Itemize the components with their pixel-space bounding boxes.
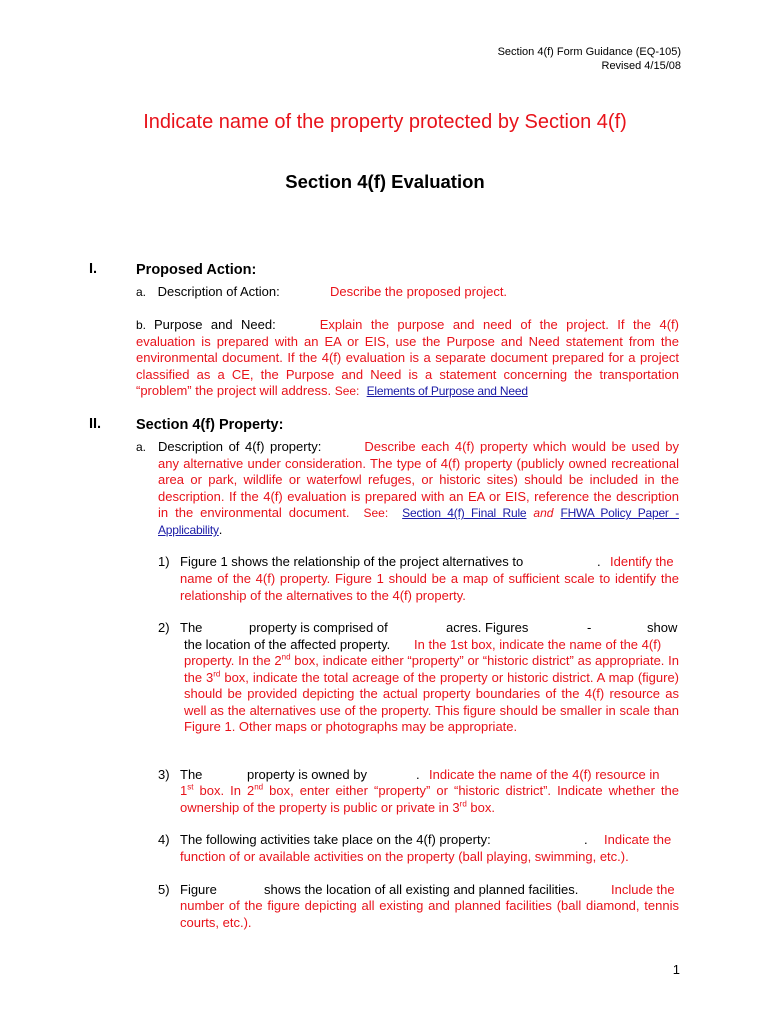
item-a-label: a.: [136, 440, 147, 454]
section-1-numeral: I.: [89, 261, 98, 277]
item-3-instruction-start: Indicate the name of the 4(f) resource in: [429, 767, 660, 782]
form-guidance-label: Section 4(f) Form Guidance (EQ-105): [497, 46, 681, 58]
description-of-4f-property-label: Description of 4(f) property:: [158, 439, 322, 454]
page-title: Section 4(f) Evaluation: [285, 171, 485, 192]
item-3-blank-period: .: [416, 767, 420, 782]
property-name-heading: Indicate name of the property protected by Section 4(f): [143, 111, 627, 133]
item-4-instruction: function of or available activities on the property (ball playing, swimming, etc.).: [180, 849, 629, 864]
description-of-4f-property-instruction: Describe each 4(f) property which would be used by any alternative under consideration. The type of 4(f) property (publicly owned recreational area or park, wildlife or waterfowl refuges, or historic sites) should be included in the description. If the 4(f) evaluation is prepared with an EA or EIS, reference the description in the environmental document.: [158, 439, 679, 521]
item-1-text: Figure 1 shows the relationship of the project alternatives to: [180, 554, 524, 569]
item-4-number: 4): [158, 832, 170, 847]
section-1-heading: Proposed Action:: [136, 262, 257, 278]
item-4-blank-period: .: [584, 832, 588, 847]
and-label: and: [533, 506, 554, 521]
item-2-number: 2): [158, 620, 170, 635]
item-2-dash: -: [587, 620, 592, 635]
item-1-number: 1): [158, 554, 170, 569]
item-b-label: b.: [136, 318, 147, 332]
item-2-instruction-start: In the 1st box, indicate the name of the 4(f): [414, 637, 662, 652]
item-2-instruction-part: property. In the 2: [184, 653, 282, 668]
item-1-instruction-start: Identify the: [610, 554, 674, 569]
item-5-instruction: number of the figure depicting all existing and planned facilities (ball diamond, tennis courts, etc.).: [180, 898, 679, 930]
item-2-instruction-part: box, indicate either “property” or “historic district” as appropriate. In the 3: [184, 653, 679, 685]
revision-date: Revised 4/15/08: [601, 60, 681, 72]
page-number: 1: [672, 962, 680, 977]
item-5-figure: Figure: [180, 882, 217, 897]
section-1a-row: [136, 284, 280, 301]
section-2-numeral: II.: [89, 416, 102, 432]
item-2-acres-figures: acres. Figures: [446, 620, 529, 635]
purpose-and-need-instruction: Explain the purpose and need of the project. If the 4(f) evaluation is prepared with an EA or EIS, use the Purpose and Need statement from the environmental document. If the 4(f) evaluation is a separate document prepared for a project classified as a CE, the Purpose and Need is a statement concerning the transportation “problem” the project will address.: [136, 317, 679, 399]
section-2a-label: [136, 439, 146, 456]
item-5-instruction-start: Include the: [611, 882, 675, 897]
item-3-instruction: [180, 783, 679, 816]
description-of-action-instruction: Describe the proposed project.: [330, 284, 508, 299]
item-2-text-continued: the location of the affected property.: [184, 637, 391, 652]
see-label: See:: [334, 384, 360, 399]
item-3-instruction-part: box. In 2: [193, 783, 255, 798]
period: .: [218, 521, 223, 537]
item-1-blank-period: .: [597, 554, 601, 569]
item-2-the: The: [180, 620, 203, 635]
item-2-show: show: [647, 620, 678, 635]
item-3-owned-by: property is owned by: [247, 767, 367, 782]
superscript-st: st: [187, 782, 194, 792]
see-label: See:: [363, 506, 389, 521]
item-5-number: 5): [158, 882, 170, 897]
section-2a-paragraph: [158, 439, 679, 539]
fhwa-policy-paper-link[interactable]: FHWA Policy Paper - Applicability: [158, 506, 680, 537]
section-1b-paragraph: [136, 317, 679, 400]
item-2-property-comprised: property is comprised of: [249, 620, 388, 635]
superscript-rd: rd: [459, 799, 467, 809]
elements-of-purpose-and-need-link[interactable]: Elements of Purpose and Need: [366, 384, 528, 399]
item-3-the: The: [180, 767, 203, 782]
item-4-instruction-start: Indicate the: [604, 832, 672, 847]
item-4-text: The following activities take place on the 4(f) property:: [180, 832, 491, 847]
item-2-instruction-part: box, indicate the total acreage of the property or historic district. A map (figure) should be provided depicting the actual property boundaries of the 4(f) resource as well as the alternatives use of the property. This figure should be smaller in scale than Figure 1. Other maps or photographs may be appropriate.: [184, 669, 679, 735]
item-5-text: shows the location of all existing and planned facilities.: [264, 882, 579, 897]
document-header: [498, 45, 681, 73]
purpose-and-need-label: Purpose and Need:: [154, 317, 276, 332]
item-3-number: 3): [158, 767, 170, 782]
item-3-instruction-part: box.: [466, 799, 495, 815]
item-a-label: a.: [136, 285, 147, 299]
section-2-heading: Section 4(f) Property:: [136, 417, 284, 433]
item-3-instruction-part: 1: [180, 783, 188, 798]
section-4f-final-rule-link[interactable]: Section 4(f) Final Rule: [402, 506, 527, 521]
description-of-action-label: Description of Action:: [157, 284, 280, 299]
superscript-rd: rd: [213, 669, 221, 679]
superscript-nd: nd: [254, 782, 264, 792]
superscript-nd: nd: [281, 652, 291, 662]
item-1-instruction: name of the 4(f) property. Figure 1 should be a map of sufficient scale to identify the relationship of the alternatives to the 4(f) property.: [180, 571, 679, 603]
item-2-instruction: [184, 653, 679, 736]
item-3-instruction-part: box, enter either “property” or “historic district”. Indicate whether the ownership of the property is public or private in 3: [180, 783, 680, 815]
